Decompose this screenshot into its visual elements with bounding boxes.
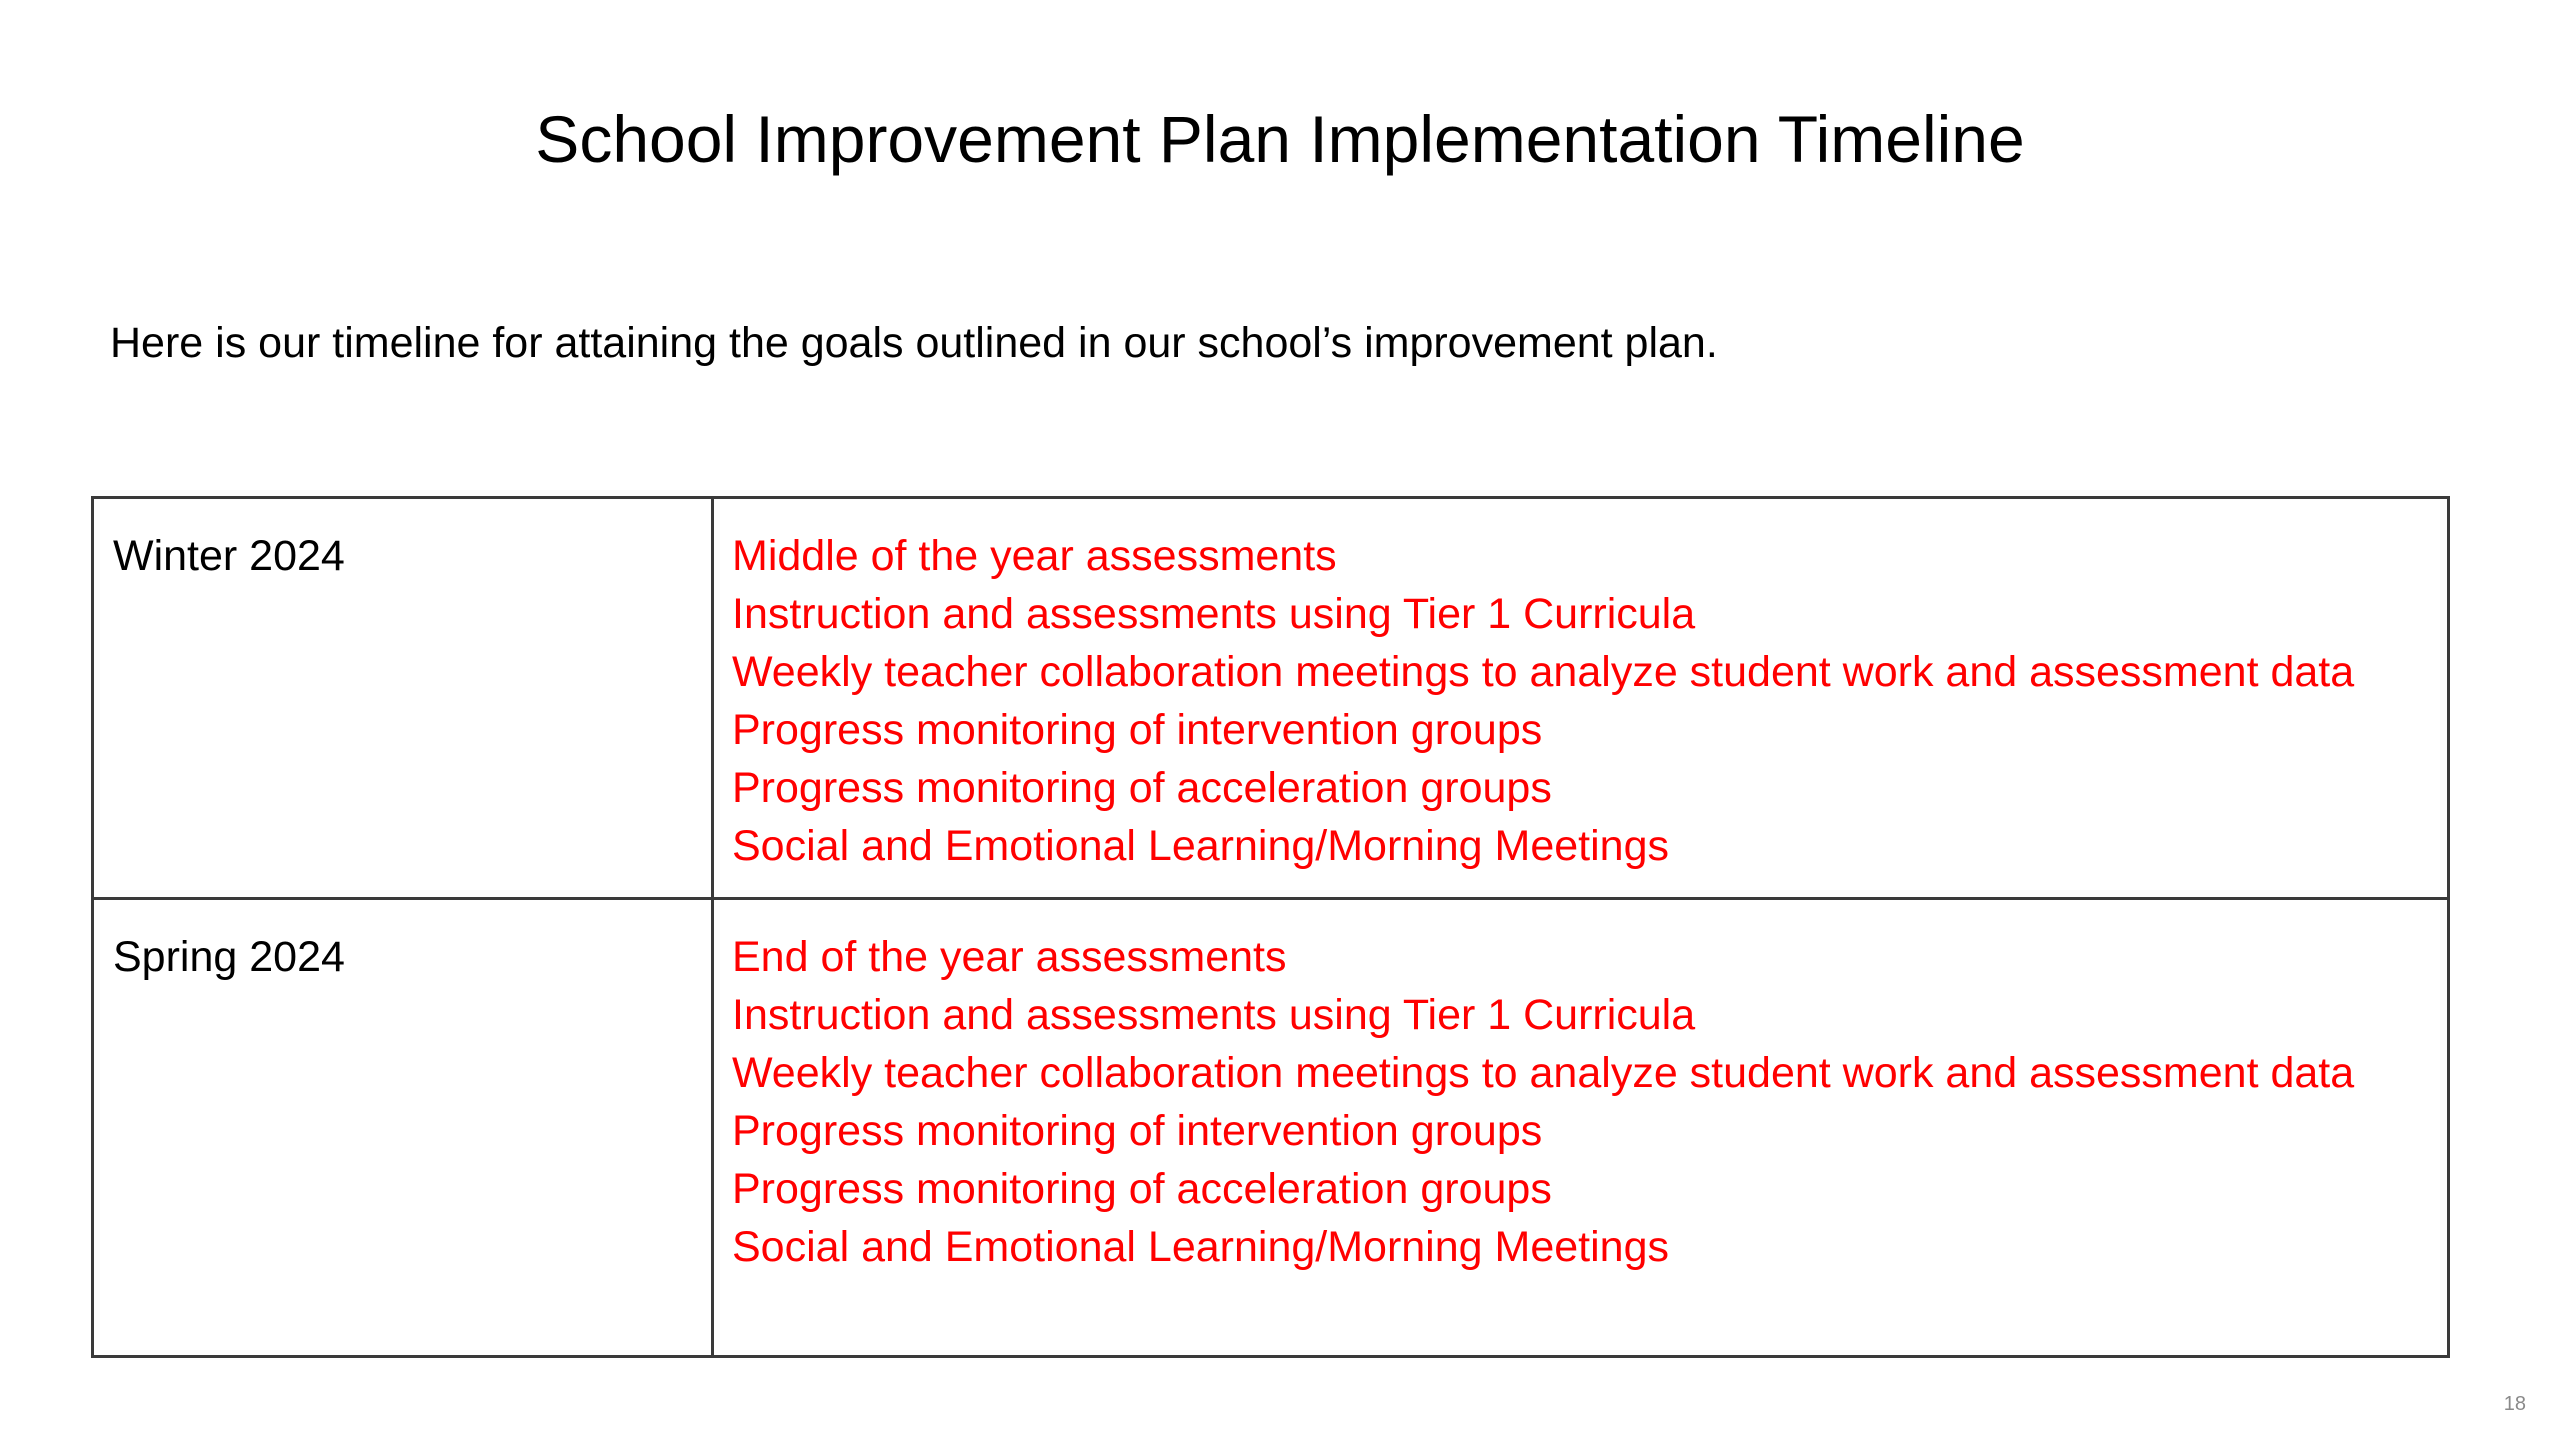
period-cell [93,498,713,899]
timeline-row-winter [93,498,2449,899]
period-cell [93,899,713,1357]
activity-item: Progress monitoring of acceleration groups [732,1165,1552,1213]
activity-item: Instruction and assessments using Tier 1 Curricula [732,590,1696,638]
activity-item: Middle of the year assessments [732,532,1337,580]
activities-cell [713,899,2449,1357]
activity-item: Weekly teacher collaboration meetings to analyze student work and assessment data [732,1049,2355,1097]
timeline-table [91,496,2450,1358]
activity-item: Weekly teacher collaboration meetings to analyze student work and assessment data [732,648,2355,696]
intro-text: Here is our timeline for attaining the goals outlined in our school’s improvement plan. [110,319,1718,367]
period-label: Winter 2024 [113,532,345,580]
activity-item: End of the year assessments [732,933,1287,981]
activity-item: Instruction and assessments using Tier 1 Curricula [732,991,1696,1039]
activity-item: Social and Emotional Learning/Morning Meetings [732,1223,1669,1271]
timeline-row-spring [93,899,2449,1357]
activity-item: Social and Emotional Learning/Morning Meetings [732,822,1669,870]
activity-item: Progress monitoring of intervention groups [732,1107,1543,1155]
activities-list [714,499,2447,875]
activities-list [714,900,2447,1276]
activities-cell [713,498,2449,899]
page-number: 18 [2503,1393,2526,1415]
slide-title: School Improvement Plan Implementation Timeline [535,102,2025,176]
activity-item: Progress monitoring of intervention groups [732,706,1543,754]
period-label: Spring 2024 [113,933,345,981]
activity-item: Progress monitoring of acceleration groups [732,764,1552,812]
